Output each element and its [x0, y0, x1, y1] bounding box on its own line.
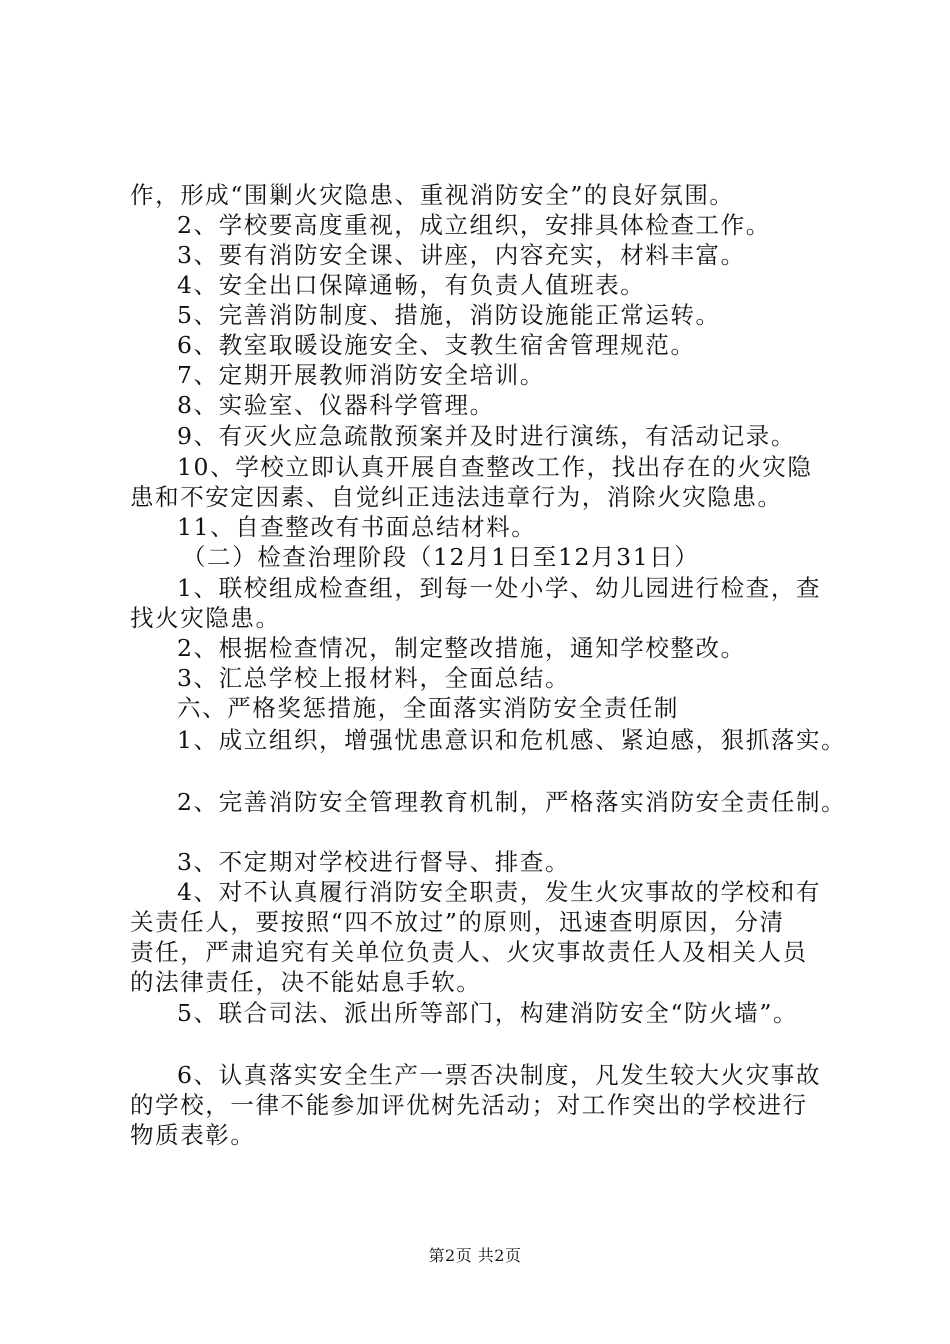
paragraph-line: 6、认真落实安全生产一票否决制度，凡发生较大火灾事故 [177, 1061, 822, 1089]
paragraph-line: 5、完善消防制度、措施，消防设施能正常运转。 [177, 301, 721, 329]
paragraph-line: 2、完善消防安全管理教育机制，严格落实消防安全责任制。 [177, 788, 847, 816]
section-heading: 六、严格奖惩措施，全面落实消防安全责任制 [177, 694, 679, 722]
paragraph-line: 的学校，一律不能参加评优树先活动；对工作突出的学校进行 [130, 1091, 808, 1119]
paragraph-line: 9、有灭火应急疏散预案并及时进行演练，有活动记录。 [177, 422, 796, 450]
paragraph-line: 4、对不认真履行消防安全职责，发生火灾事故的学校和有 [177, 878, 822, 906]
paragraph-line: 4、安全出口保障通畅，有负责人值班表。 [177, 271, 646, 299]
paragraph-line: 关责任人，要按照“四不放过”的原则，迅速查明原因，分清 [130, 908, 785, 936]
section-heading: （二）检查治理阶段（12月1日至12月31日） [182, 543, 700, 571]
paragraph-line: 2、学校要高度重视，成立组织，安排具体检查工作。 [177, 211, 771, 239]
paragraph-line: 作，形成“围剿火灾隐患、重视消防安全”的良好氛围。 [130, 181, 735, 209]
paragraph-line: 患和不安定因素、自觉纠正违法违章行为，消除火灾隐患。 [130, 483, 783, 511]
paragraph-line: 找火灾隐患。 [130, 604, 281, 632]
paragraph-line: 5、联合司法、派出所等部门，构建消防安全“防火墙”。 [177, 999, 799, 1027]
paragraph-line: 3、不定期对学校进行督导、排查。 [177, 848, 571, 876]
paragraph-line: 3、汇总学校上报材料，全面总结。 [177, 664, 571, 692]
paragraph-line: 1、成立组织，增强忧患意识和危机感、紧迫感，狠抓落实。 [177, 726, 847, 754]
paragraph-line: 的法律责任，决不能姑息手软。 [130, 968, 482, 996]
paragraph-line: 物质表彰。 [130, 1121, 256, 1149]
paragraph-line: 7、定期开展教师消防安全培训。 [177, 361, 545, 389]
paragraph-line: 6、教室取暖设施安全、支教生宿舍管理规范。 [177, 331, 696, 359]
paragraph-line: 10、学校立即认真开展自查整改工作，找出存在的火灾隐 [177, 453, 813, 481]
paragraph-line: 责任，严肃追究有关单位负责人、火灾事故责任人及相关人员 [130, 938, 808, 966]
paragraph-line: 1、联校组成检查组，到每一处小学、幼儿园进行检查，查 [177, 574, 822, 602]
page-footer: 第2页 共2页 [428, 1246, 522, 1265]
paragraph-line: 8、实验室、仪器科学管理。 [177, 391, 495, 419]
paragraph-line: 2、根据检查情况，制定整改措施，通知学校整改。 [177, 634, 746, 662]
paragraph-line: 11、自查整改有书面总结材料。 [177, 513, 537, 541]
paragraph-line: 3、要有消防安全课、讲座，内容充实，材料丰富。 [177, 241, 746, 269]
